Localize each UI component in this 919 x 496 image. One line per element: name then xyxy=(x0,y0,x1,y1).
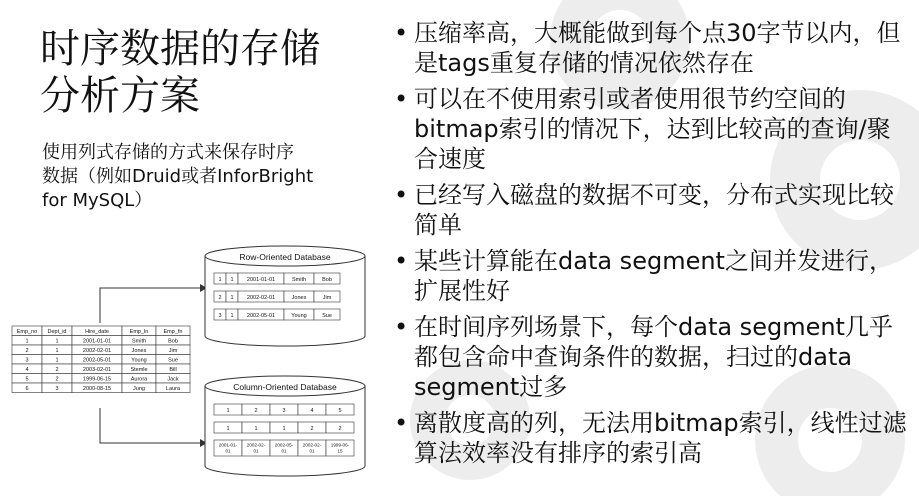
row-record-text: Young xyxy=(291,312,307,319)
table-cell-text: 5 xyxy=(25,376,29,383)
row-record-text: 2001-01-01 xyxy=(246,276,276,283)
bullet-item: • 已经写入磁盘的数据不可变，分布式实现比较简单 xyxy=(394,181,894,239)
table-cell-text: 6 xyxy=(25,385,29,392)
table-cell-text: 3 xyxy=(55,385,59,392)
col-record-text: 2 xyxy=(254,407,258,414)
row-record-text: Smith xyxy=(291,276,307,283)
table-cell-text: 2002-05-01 xyxy=(82,357,112,364)
table-cell-text: 2 xyxy=(55,376,59,383)
row-record-text: 3 xyxy=(218,312,222,319)
table-cell-text: Laura xyxy=(165,385,181,392)
col-record-text: 2001-01-01 xyxy=(218,442,238,454)
row-record-text: Bob xyxy=(322,276,332,283)
table-header-text: Dept_id xyxy=(47,328,67,335)
table-cell-text: Stemle xyxy=(130,366,148,373)
connector-arrow xyxy=(100,288,200,323)
col-record-text: 2002-02-01 xyxy=(246,442,266,454)
row-db-title: Row-Oriented Database xyxy=(239,252,331,262)
col-db-title: Column-Oriented Database xyxy=(233,382,337,392)
table-cell-text: 2001-01-01 xyxy=(82,338,112,345)
table-header-text: Emp_no xyxy=(16,328,38,335)
table-cell-text: 1 xyxy=(55,338,59,345)
bullet-text: 已经写入磁盘的数据不可变，分布式实现比较简单 xyxy=(414,181,894,239)
col-record-text: 2 xyxy=(310,425,314,432)
table-cell-text: 2003-02-01 xyxy=(82,366,112,373)
col-record-text: 2002-02-01 xyxy=(302,442,322,454)
row-record-text: Sue xyxy=(322,312,332,319)
bullet-item: • 某些计算能在data segment之间并发进行，扩展性好 xyxy=(394,247,893,305)
col-record-text: 1 xyxy=(226,425,230,432)
row-record-text: 1 xyxy=(230,276,234,283)
page-title: 时序数据的存储 分析方案 xyxy=(40,26,320,119)
row-record-text: 2002-05-01 xyxy=(246,312,276,319)
table-cell-text: Jim xyxy=(168,347,178,354)
table-cell-text: 4 xyxy=(25,366,29,373)
row-record-text: 1 xyxy=(230,294,234,301)
table-header-text: Emp_ln xyxy=(129,328,149,335)
table-header-text: Hire_date xyxy=(85,328,109,335)
col-record-text: 1 xyxy=(226,407,230,414)
col-record-text: 1999-06-15 xyxy=(330,442,350,454)
connector-arrow xyxy=(100,408,200,443)
table-cell-text: 1 xyxy=(55,347,59,354)
bullet-item: • 可以在不使用索引或者使用很节约空间的bitmap索引的情况下，达到比较高的查询/聚合速度 xyxy=(394,85,891,173)
col-record-text: 5 xyxy=(338,407,342,414)
table-header-text: Emp_fn xyxy=(163,328,183,335)
bullet-text: 离散度高的列，无法用bitmap索引，线性过滤算法效率没有排序的索引高 xyxy=(414,409,907,467)
table-cell-text: 1999-06-15 xyxy=(82,376,112,383)
table-cell-text: 2 xyxy=(55,366,59,373)
table-cell-text: 3 xyxy=(25,357,29,364)
table-cell-text: Jung xyxy=(133,385,145,392)
bullet-item: • 压缩率高，大概能做到每个点30字节以内，但是tags重复存储的情况依然存在 xyxy=(394,19,901,77)
storage-diagram xyxy=(0,238,380,478)
row-record-text: 2002-02-01 xyxy=(246,294,276,301)
row-record-text: 1 xyxy=(218,276,222,283)
row-record-text: 2 xyxy=(218,294,222,301)
bullet-item: • 离散度高的列，无法用bitmap索引，线性过滤算法效率没有排序的索引高 xyxy=(394,409,907,467)
table-cell-text: Jones xyxy=(131,347,147,354)
table-cell-text: 2 xyxy=(25,347,29,354)
bullet-text: 可以在不使用索引或者使用很节约空间的bitmap索引的情况下，达到比较高的查询/聚合速度 xyxy=(414,85,891,173)
col-record-text: 2 xyxy=(338,425,342,432)
col-record-text: 2002-05-01 xyxy=(274,442,294,454)
col-record-text: 4 xyxy=(310,407,314,414)
col-record-text: 1 xyxy=(254,425,258,432)
table-cell-text: Young xyxy=(131,357,147,364)
table-cell-text: 2002-02-01 xyxy=(82,347,112,354)
row-record-text: 1 xyxy=(230,312,234,319)
bullet-item: • 在时间序列场景下，每个data segment几乎都包含命中查询条件的数据，扫过的data segment过多 xyxy=(394,313,893,401)
row-record-text: Jim xyxy=(322,294,332,301)
page-subtitle: 使用列式存储的方式来保存时序 数据（例如Druid或者InforBright for MySQL） xyxy=(42,142,314,211)
row-record-text: Jones xyxy=(291,294,307,301)
table-cell-text: Sue xyxy=(168,357,178,364)
col-record-text: 1 xyxy=(282,425,286,432)
bullet-text: 某些计算能在data segment之间并发进行，扩展性好 xyxy=(414,247,893,305)
table-cell-text: 2000-08-15 xyxy=(82,385,112,392)
table-cell-text: 1 xyxy=(25,338,29,345)
bullet-list xyxy=(394,18,914,474)
bullet-text: 压缩率高，大概能做到每个点30字节以内，但是tags重复存储的情况依然存在 xyxy=(414,19,901,77)
table-cell-text: 1 xyxy=(55,357,59,364)
table-cell-text: Bill xyxy=(169,366,177,373)
table-cell-text: Jack xyxy=(167,376,179,383)
col-record-text: 3 xyxy=(282,407,286,414)
bullet-text: 在时间序列场景下，每个data segment几乎都包含命中查询条件的数据，扫过的data segment过多 xyxy=(414,313,893,401)
table-cell-text: Smith xyxy=(131,338,147,345)
table-cell-text: Bob xyxy=(168,338,178,345)
table-cell-text: Aurora xyxy=(130,376,148,383)
